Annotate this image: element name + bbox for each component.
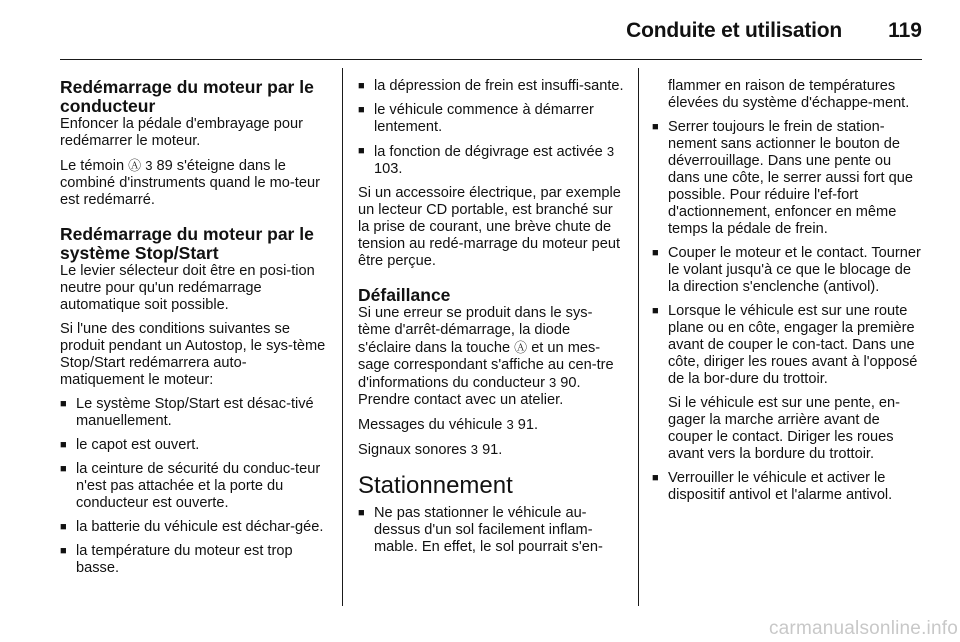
paragraph: Si une erreur se produit dans le sys-tème d'arrêt-démarrage, la diode s'éclaire dans la touche Ⓐ et un mes-sage correspondant s'affiche au cen-tre d'informations du conducteur 3 90. Prendre contact avec un atelier. (358, 305, 614, 408)
paragraph: Le levier sélecteur doit être en posi-tion neutre pour qu'un redémarrage automatique soit possible. (60, 263, 315, 313)
page-ref-icon: 3 (506, 417, 514, 432)
paragraph: Si l'une des conditions suivantes se produit pendant un Autostop, le sys-tème Stop/Start redémarrera auto-matiquement le moteur: (60, 321, 326, 388)
paragraph: Enfoncer la pédale d'embrayage pour redémarrer le moteur. (60, 116, 303, 149)
paragraph: Le témoin Ⓐ 3 89 s'éteigne dans le combiné d'instruments quand le mo-teur est redémarré. (60, 158, 320, 208)
list-item: ■ le capot est ouvert. (60, 437, 326, 454)
list-item: ■ Lorsque le véhicule est sur une route plane ou en côte, engager la première avant de couper le con-tact. Dans une côte, diriger les roues avant à l'opposé de la bor-dure du trottoir. Si le véhicule est sur une pente, en-gager la marche arrière avant de couper le contact. Diriger les roues avant vers la bordure du trottoir. (652, 303, 924, 463)
column-1 (60, 78, 326, 584)
paragraph: Messages du véhicule 3 91. (358, 417, 539, 433)
page-ref-icon: 3 (606, 144, 615, 159)
heading-failure: Défaillance (358, 285, 451, 305)
conditions-list (60, 396, 326, 577)
list-item: ■ la dépression de frein est insuffi-sante. (358, 78, 624, 95)
page-ref-icon: 3 (470, 442, 479, 457)
header-rule (60, 59, 922, 60)
watermark: carmanualsonline.info (768, 618, 958, 639)
list-item: ■ Verrouiller le véhicule et activer le dispositif antivol et l'alarme antivol. (652, 470, 924, 504)
paragraph: Signaux sonores 3 91. (358, 442, 503, 458)
page-ref-icon: 3 (549, 375, 557, 390)
column-2 (358, 78, 624, 563)
list-item: ■ Serrer toujours le frein de station-nement sans actionner le bouton de déverrouillage. Dans une pente ou dans une côte, le serrer aussi fort que possible. Pour réduire l'ef-fort d'actionnement, enfoncer en même temps la pédale de frein. (652, 119, 924, 238)
header-title: Conduite et utilisation (626, 19, 842, 42)
heading-system-restart: Redémarrage du moteur par le système Stop/Start (60, 224, 314, 263)
heading-driver-restart: Redémarrage du moteur par le conducteur (60, 77, 314, 116)
list-item: ■ la température du moteur est trop basse. (60, 543, 326, 577)
paragraph: Si un accessoire électrique, par exemple un lecteur CD portable, est branché sur la prise de courant, une brève chute de tension au redé-marrage du moteur peut être perçue. (358, 185, 621, 269)
list-item: ■ le véhicule commence à démarrer lentement. (358, 102, 624, 136)
parking-list (358, 505, 624, 556)
page-number: 119 (888, 19, 922, 42)
column-divider-2 (638, 68, 639, 606)
page-header (0, 0, 960, 60)
conditions-list-cont (358, 78, 624, 178)
auto-stop-icon: Ⓐ (128, 158, 142, 173)
section-title-parking: Stationnement (358, 472, 513, 499)
paragraph-continued: flammer en raison de températures élevées du système d'échappe-ment. (668, 78, 910, 111)
parking-list-cont (652, 119, 924, 504)
list-sub-paragraph: Si le véhicule est sur une pente, en-gager la marche arrière avant de couper le contact. Diriger les roues avant vers la bordure du trottoir. (668, 395, 901, 462)
column-3 (652, 78, 924, 511)
list-item: ■ la fonction de dégivrage est activée 3 103. (358, 143, 624, 178)
list-item: ■ Ne pas stationner le véhicule au-dessus d'un sol facilement inflam-mable. En effet, le sol pourrait s'en- (358, 505, 624, 556)
list-item: ■ la batterie du véhicule est déchar-gée. (60, 519, 326, 536)
column-divider-1 (342, 68, 343, 606)
list-item: ■ Couper le moteur et le contact. Tourner le volant jusqu'à ce que le blocage de la direction s'enclenche (antivol). (652, 245, 924, 296)
auto-stop-icon: Ⓐ (514, 340, 528, 355)
page-ref-icon: 3 (145, 158, 153, 173)
list-item: ■ Le système Stop/Start est désac-tivé manuellement. (60, 396, 326, 430)
list-item: ■ la ceinture de sécurité du conduc-teur n'est pas attachée et la porte du conducteur est ouverte. (60, 461, 326, 512)
